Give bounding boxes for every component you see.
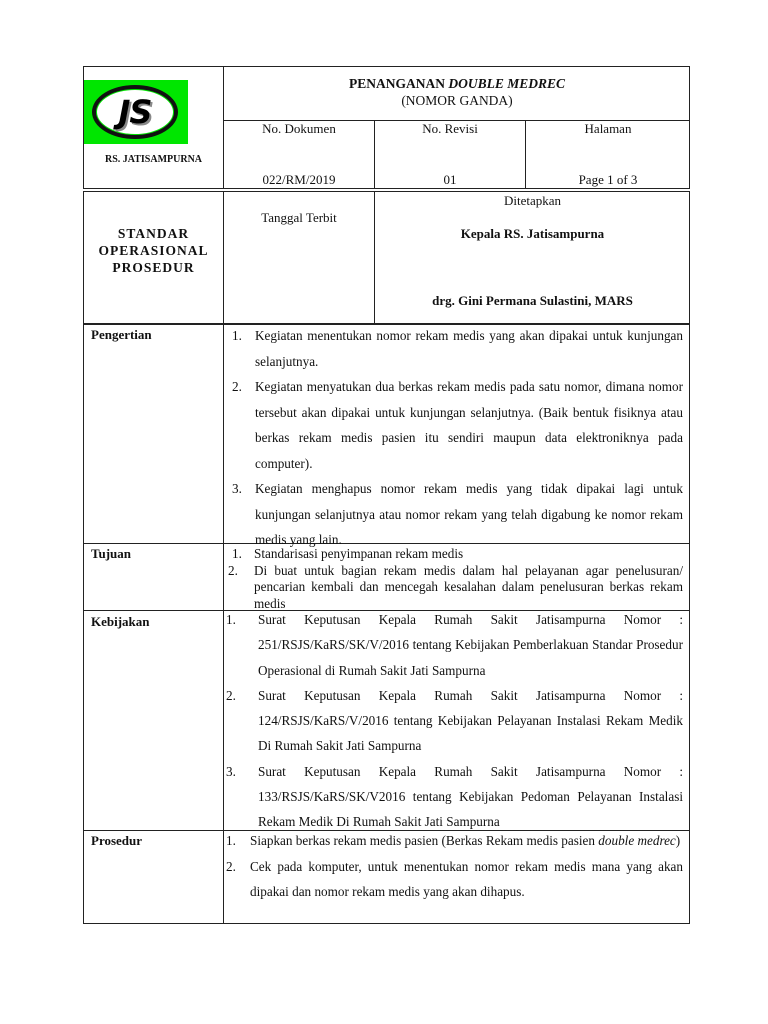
approved-label: Ditetapkan	[503, 193, 562, 208]
sop-line-1: STANDAR	[117, 226, 190, 241]
tujuan-list	[224, 546, 683, 612]
document-title: PENANGANAN DOUBLE MEDREC	[348, 76, 566, 91]
list-item: 1. Siapkan berkas rekam medis pasien (Berkas Rekam medis pasien double medrec)	[226, 833, 681, 848]
pengertian-list	[228, 323, 683, 553]
list-item: 2. Surat Keputusan Kepala Rumah Sakit Jatisampurna Nomor : 124/RSJS/KaRS/V/2016 tentang Kebijakan Pelayanan Instalasi Rekam Medik Di Rumah Sakit Jati Sampurna	[226, 687, 683, 754]
list-item: 2. Cek pada komputer, untuk menentukan nomor rekam medis mana yang akan dipakai dan nomor rekam medis yang akan dihapus.	[226, 858, 683, 899]
list-item: 1. Standarisasi penyimpanan rekam medis	[232, 546, 464, 561]
document-subtitle: (NOMOR GANDA)	[401, 93, 513, 108]
sop-line-3: PROSEDUR	[112, 260, 195, 275]
doc-number-value: 022/RM/2019	[262, 172, 336, 187]
approver-name: drg. Gini Permana Sulastini, MARS	[432, 293, 633, 308]
kebijakan-list	[224, 607, 683, 835]
hospital-name: RS. JATISAMPURNA	[104, 154, 203, 165]
section-label-tujuan: Tujuan	[91, 546, 131, 561]
section-label-prosedur: Prosedur	[91, 833, 143, 848]
prosedur-list	[224, 828, 683, 923]
revision-value: 01	[443, 172, 457, 187]
page-label: Halaman	[584, 121, 632, 136]
list-item: 3. Kegiatan menghapus nomor rekam medis yang tidak dipakai lagi untuk kunjungan selanjutnya atau nomor rekam yang telah digabung ke nomor rekam medis yang lain.	[232, 481, 683, 547]
approver-title: Kepala RS. Jatisampurna	[460, 226, 605, 241]
doc-number-label: No. Dokumen	[262, 121, 336, 136]
list-item: 2. Kegiatan menyatukan dua berkas rekam medis pada satu nomor, dimana nomor tersebut akan dipakai untuk kunjungan selanjutnya. (Baik bentuk fisiknya atau berkas rekam medis pasien itu sendiri maupun data elektroniknya pada computer).	[232, 379, 683, 471]
revision-label: No. Revisi	[422, 121, 478, 136]
list-item: 2. Di buat untuk bagian rekam medis dalam hal pelayanan agar penelusuran/ pencarian kembali dan mencegah kesalahan dalam penelusuran berkas rekam medis	[228, 562, 683, 611]
section-label-pengertian: Pengertian	[91, 327, 152, 342]
list-item: 1. Surat Keputusan Kepala Rumah Sakit Jatisampurna Nomor : 251/RSJS/KaRS/SK/V/2016 tentang Kebijakan Pemberlakuan Standar Prosedur Operasional di Rumah Sakit Jati Sampurna	[226, 612, 683, 678]
page-value: Page 1 of 3	[578, 172, 638, 187]
logo-text: JS	[118, 93, 152, 131]
sop-line-2: OPERASIONAL	[98, 243, 209, 258]
issue-date-label: Tanggal Terbit	[261, 210, 337, 225]
section-label-kebijakan: Kebijakan	[91, 614, 150, 629]
list-item: 1. Kegiatan menentukan nomor rekam medis yang akan dipakai untuk kunjungan selanjutnya.	[232, 328, 683, 369]
list-item: 3. Surat Keputusan Kepala Rumah Sakit Jatisampurna Nomor : 133/RSJS/KaRS/SK/V2016 tentang Kebijakan Pedoman Pelayanan Instalasi Rekam Medik Di Rumah Sakit Jati Sampurna	[226, 763, 683, 830]
